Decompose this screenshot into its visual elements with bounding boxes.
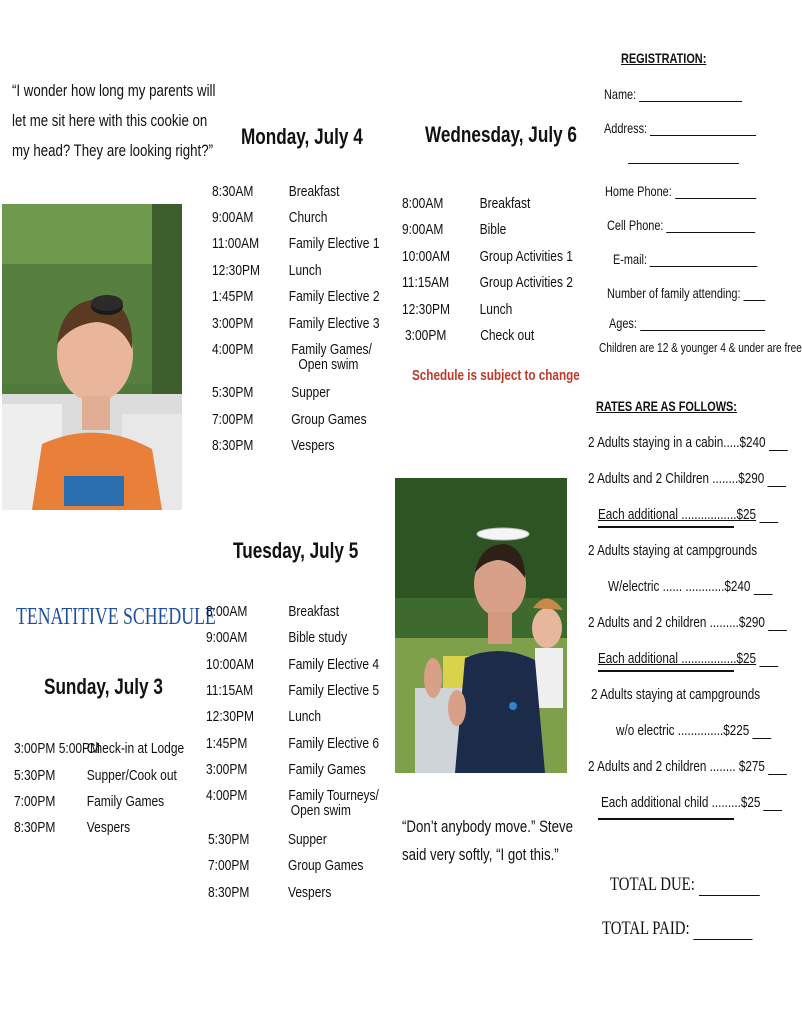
email-field[interactable]: [613, 251, 758, 267]
schedule-time: 5:30PM: [212, 384, 254, 401]
monday-title: Monday, July 4: [241, 124, 363, 149]
schedule-time: 8:30PM: [14, 819, 56, 836]
cell-phone-label: Cell Phone:: [607, 217, 664, 233]
rate-blank[interactable]: [769, 450, 788, 451]
rate-divider: [598, 670, 734, 672]
home-phone-label: Home Phone:: [605, 183, 672, 199]
schedule-activity: Check-in at Lodge: [86, 740, 185, 757]
total-due-line[interactable]: [699, 895, 760, 896]
rate-item: [588, 434, 788, 451]
schedule-activity: Group Games: [291, 411, 367, 428]
schedule-time: 12:30PM: [206, 708, 255, 725]
plate-quote: [402, 813, 573, 869]
number-attending-label: Number of family attending:: [607, 285, 741, 301]
rate-blank[interactable]: [768, 630, 787, 631]
schedule-activity: Family Games: [86, 793, 165, 810]
schedule-change-note: Schedule is subject to change: [412, 367, 580, 384]
schedule-activity: Supper: [291, 384, 330, 401]
rate-item: [588, 542, 757, 559]
ages-label: Ages:: [609, 315, 637, 331]
schedule-activity: Family Elective 5: [288, 682, 380, 699]
name-line[interactable]: [639, 101, 742, 102]
schedule-activity: Group Activities 1: [479, 248, 573, 265]
rate-item: [608, 578, 772, 595]
wednesday-title: Wednesday, July 6: [425, 122, 577, 147]
rate-label: 2 Adults staying at campgrounds: [591, 686, 761, 703]
schedule-activity: Group Activities 2: [479, 274, 573, 291]
schedule-activity: Church: [288, 209, 328, 226]
schedule-time: 7:00PM: [208, 857, 250, 874]
schedule-activity-cont: Open swim: [290, 802, 351, 819]
address-line-2[interactable]: [628, 163, 739, 164]
home-phone-field[interactable]: [605, 183, 756, 199]
total-paid-field[interactable]: [602, 918, 753, 940]
rate-item: [588, 470, 786, 487]
rate-item: [598, 650, 778, 667]
rates-title: RATES ARE AS FOLLOWS:: [596, 398, 737, 414]
name-field[interactable]: [604, 86, 742, 102]
rate-item: [598, 506, 778, 523]
schedule-activity: Family Tourneys/: [288, 787, 379, 804]
quote-line: let me sit here with this cookie on: [12, 111, 208, 130]
rate-label: Each additional .................$25: [598, 506, 757, 523]
schedule-time: 11:15AM: [206, 682, 254, 699]
schedule-activity: Group Games: [288, 857, 364, 874]
schedule-activity: Family Games/: [291, 341, 372, 358]
schedule-activity-cont: Open swim: [298, 356, 359, 373]
cell-phone-line[interactable]: [666, 232, 755, 233]
address-label: Address:: [604, 120, 648, 136]
rate-item: [591, 686, 760, 703]
rate-label: 2 Adults staying in a cabin.....$240: [588, 434, 766, 451]
schedule-activity: Vespers: [288, 884, 332, 901]
name-label: Name:: [604, 86, 637, 102]
schedule-activity: Family Elective 1: [288, 235, 380, 252]
schedule-activity: Supper/Cook out: [86, 767, 177, 784]
total-due-label: TOTAL DUE:: [610, 874, 695, 895]
rate-blank[interactable]: [759, 666, 778, 667]
quote-line: said very softly, “I got this.”: [402, 845, 559, 864]
schedule-activity: Bible: [479, 221, 507, 238]
quote-line: my head? They are looking right?”: [12, 141, 213, 160]
schedule-time: 3:00PM: [206, 761, 248, 778]
schedule-time: 8:00AM: [402, 195, 444, 212]
schedule-time: 9:00AM: [402, 221, 444, 238]
total-due-field[interactable]: [610, 874, 759, 896]
rate-item: [616, 722, 771, 739]
rate-label: Each additional .................$25: [598, 650, 757, 667]
schedule-time: 1:45PM: [212, 288, 254, 305]
tuesday-title: Tuesday, July 5: [233, 538, 359, 563]
tentative-schedule-heading: TENATITIVE SCHEDULE: [16, 604, 216, 630]
schedule-time: 9:00AM: [212, 209, 254, 226]
email-line[interactable]: [650, 266, 758, 267]
rate-label: 2 Adults and 2 children .........$290: [588, 614, 765, 631]
rate-blank[interactable]: [759, 522, 778, 523]
schedule-activity: Family Elective 2: [288, 288, 380, 305]
address-field[interactable]: [604, 120, 756, 136]
schedule-time: 12:30PM: [212, 262, 261, 279]
number-attending-line[interactable]: [744, 300, 766, 301]
cookie-quote: [12, 76, 215, 166]
schedule-time: 8:30PM: [208, 884, 250, 901]
rate-blank[interactable]: [768, 486, 787, 487]
rate-label: 2 Adults and 2 children ........ $275: [588, 758, 765, 775]
number-attending-field[interactable]: [607, 285, 765, 301]
home-phone-line[interactable]: [675, 198, 756, 199]
rate-blank[interactable]: [753, 738, 772, 739]
quote-line: “Don’t anybody move.” Steve: [402, 817, 573, 836]
schedule-time: 7:00PM: [212, 411, 254, 428]
rate-divider: [598, 818, 734, 820]
schedule-time: 3:00PM: [212, 315, 254, 332]
rate-item: [601, 794, 782, 811]
ages-line[interactable]: [640, 330, 765, 331]
schedule-time: 3:00PM: [405, 327, 447, 344]
cell-phone-field[interactable]: [607, 217, 755, 233]
rate-label: w/o electric ..............$225: [616, 722, 750, 739]
rate-blank[interactable]: [754, 594, 773, 595]
registration-title: REGISTRATION:: [621, 50, 707, 66]
schedule-time: 8:30PM: [212, 437, 254, 454]
quote-line: “I wonder how long my parents will: [12, 81, 216, 100]
rate-label: W/electric ...... ............$240: [608, 578, 751, 595]
schedule-activity: Breakfast: [479, 195, 531, 212]
total-paid-line[interactable]: [693, 939, 752, 940]
schedule-activity: Family Games: [288, 761, 366, 778]
schedule-activity: Family Elective 3: [288, 315, 380, 332]
schedule-time: 4:00PM: [206, 787, 248, 804]
schedule-time: 7:00PM: [14, 793, 56, 810]
schedule-activity: Breakfast: [288, 603, 340, 620]
schedule-time: 8:00AM: [206, 603, 248, 620]
schedule-time: 4:00PM: [212, 341, 254, 358]
schedule-activity: Family Elective 6: [288, 735, 380, 752]
schedule-time: 10:00AM: [402, 248, 451, 265]
boy-cookie-photo: [2, 204, 182, 510]
total-paid-label: TOTAL PAID:: [602, 918, 690, 939]
man-plate-photo: [395, 478, 567, 773]
schedule-activity: Vespers: [291, 437, 335, 454]
schedule-activity: Supper: [288, 831, 327, 848]
rate-label: Each additional child .........$25: [601, 794, 761, 811]
schedule-time: 10:00AM: [206, 656, 255, 673]
email-label: E-mail:: [613, 251, 647, 267]
sunday-title: Sunday, July 3: [44, 674, 163, 699]
rate-blank[interactable]: [764, 810, 783, 811]
rate-item: [588, 614, 787, 631]
rate-blank[interactable]: [768, 774, 787, 775]
schedule-time: 12:30PM: [402, 301, 451, 318]
schedule-activity: Lunch: [288, 262, 322, 279]
schedule-time: 9:00AM: [206, 629, 248, 646]
rate-divider: [598, 526, 734, 528]
schedule-time: 3:00PM 5:00PM: [14, 740, 101, 757]
schedule-time: 11:00AM: [212, 235, 260, 252]
children-note: Children are 12 & younger 4 & under are free: [599, 340, 802, 355]
address-line[interactable]: [650, 135, 756, 136]
schedule-time: 5:30PM: [14, 767, 56, 784]
ages-field[interactable]: [609, 315, 765, 331]
schedule-activity: Vespers: [86, 819, 131, 836]
schedule-activity: Family Elective 4: [288, 656, 380, 673]
schedule-activity: Bible study: [288, 629, 348, 646]
schedule-time: 5:30PM: [208, 831, 250, 848]
schedule-activity: Lunch: [479, 301, 513, 318]
rate-item: [588, 758, 787, 775]
schedule-time: 1:45PM: [206, 735, 248, 752]
schedule-activity: Lunch: [288, 708, 322, 725]
schedule-activity: Breakfast: [288, 183, 340, 200]
rate-label: 2 Adults staying at campgrounds: [588, 542, 758, 559]
rate-label: 2 Adults and 2 Children ........$290: [588, 470, 765, 487]
schedule-time: 8:30AM: [212, 183, 254, 200]
schedule-activity: Check out: [480, 327, 535, 344]
schedule-time: 11:15AM: [402, 274, 450, 291]
